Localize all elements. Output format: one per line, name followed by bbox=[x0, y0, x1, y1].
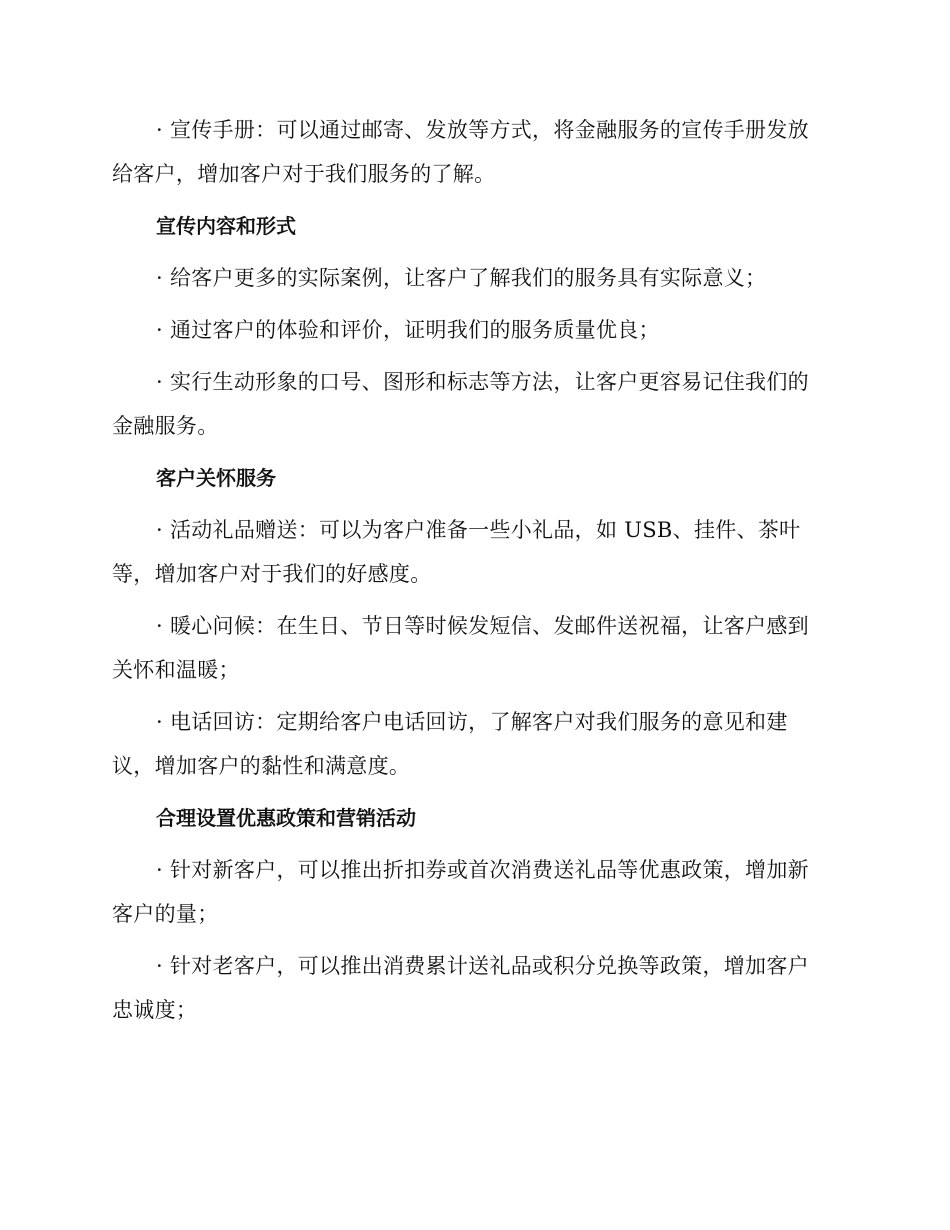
paragraph-greetings: · 暖心问候：在生日、节日等时候发短信、发邮件送祝福，让客户感到关怀和温暖； bbox=[112, 614, 809, 682]
paragraph-old-customers: · 针对老客户，可以推出消费累计送礼品或积分兑换等政策，增加客户忠诚度； bbox=[112, 954, 809, 1022]
paragraph-customer-reviews: · 通过客户的体验和评价，证明我们的服务质量优良； bbox=[156, 318, 660, 342]
paragraph-slogans: · 实行生动形象的口号、图形和标志等方法，让客户更容易记住我们的金融服务。 bbox=[112, 370, 809, 438]
paragraph-brochure: · 宣传手册：可以通过邮寄、发放等方式，将金融服务的宣传手册发放给客户，增加客户对于我们服务的了解。 bbox=[112, 118, 809, 186]
paragraph-case-studies: · 给客户更多的实际案例，让客户了解我们的服务具有实际意义； bbox=[156, 266, 767, 290]
section-heading-customer-care: 客户关怀服务 bbox=[156, 466, 276, 490]
section-heading-promotions: 合理设置优惠政策和营销活动 bbox=[156, 806, 416, 830]
section-heading-promotion-content: 宣传内容和形式 bbox=[156, 214, 296, 238]
paragraph-phone-follow-up: · 电话回访：定期给客户电话回访，了解客户对我们服务的意见和建议，增加客户的黏性和满意度。 bbox=[112, 710, 788, 778]
paragraph-new-customers: · 针对新客户，可以推出折扣券或首次消费送礼品等优惠政策，增加新客户的量； bbox=[112, 858, 809, 926]
paragraph-gifts: · 活动礼品赠送：可以为客户准备一些小礼品，如 USB、挂件、茶叶等，增加客户对于我们的好感度。 bbox=[112, 518, 801, 586]
document-body bbox=[112, 108, 824, 1040]
